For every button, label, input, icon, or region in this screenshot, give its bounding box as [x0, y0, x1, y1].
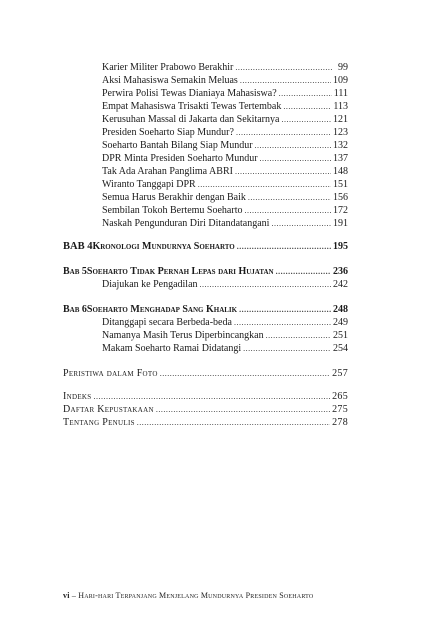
toc-entry: Tak Ada Arahan Panglima ABRI ..... 148	[102, 166, 348, 178]
toc-entry: Semua Harus Berakhir dengan Baik ..... 156	[102, 192, 348, 204]
toc-entry: Sembilan Tokoh Bertemu Soeharto ..... 172	[102, 205, 348, 217]
toc-entry: Aksi Mahasiswa Semakin Meluas ..... 109	[102, 75, 348, 87]
toc-entry: Naskah Pengunduran Diri Ditandatangani ..... 191	[102, 218, 348, 230]
toc-entry: Ditanggapi secara Berbeda-beda ..... 249	[102, 317, 348, 329]
toc-entry: Diajukan ke Pengadilan ..... 242	[102, 279, 348, 291]
toc-entry: Presiden Soeharto Siap Mundur? ..... 123	[102, 127, 348, 139]
chapter-5-entry: Bab 5 Soeharto Tidak Pernah Lepas dari Hujatan ..... 236	[63, 266, 348, 278]
toc-entry: Soeharto Bantah Bilang Siap Mundur ..... 132	[102, 140, 348, 152]
bibliography-entry: Daftar Kepustakaan ..... 275	[63, 404, 348, 416]
toc-entry: Perwira Polisi Tewas Dianiaya Mahasiswa? ..... 111	[102, 88, 348, 100]
page-footer	[63, 591, 313, 600]
photo-section-entry: Peristiwa dalam Foto ..... 257	[63, 368, 348, 380]
toc-entry: Karier Militer Prabowo Berakhir ..... 99	[102, 62, 348, 74]
toc-entry: Makam Soeharto Ramai Didatangi ..... 254	[102, 343, 348, 355]
chapter-4-entry: BAB 4 Kronologi Mundurnya Soeharto ..... 195	[63, 241, 348, 253]
toc-entry: DPR Minta Presiden Soeharto Mundur ..... 137	[102, 153, 348, 165]
chapter-6-entry: Bab 6 Soeharto Menghadap Sang Khalik ..... 248	[63, 304, 348, 316]
running-title: – Hari-hari Terpanjang Menjelang Mundurnya Presiden Soeharto	[69, 591, 314, 600]
toc-entry: Kerusuhan Massal di Jakarta dan Sekitarnya ..... 121	[102, 114, 348, 126]
toc-entry: Wiranto Tanggapi DPR ..... 151	[102, 179, 348, 191]
toc-entry: Namanya Masih Terus Diperbincangkan ..... 251	[102, 330, 348, 342]
toc-entry: Empat Mahasiswa Trisakti Tewas Tertembak ..... 113	[102, 101, 348, 113]
index-entry: Indeks ..... 265	[63, 391, 348, 403]
page-number: vi	[63, 591, 70, 600]
about-author-entry: Tentang Penulis ..... 278	[63, 417, 348, 429]
